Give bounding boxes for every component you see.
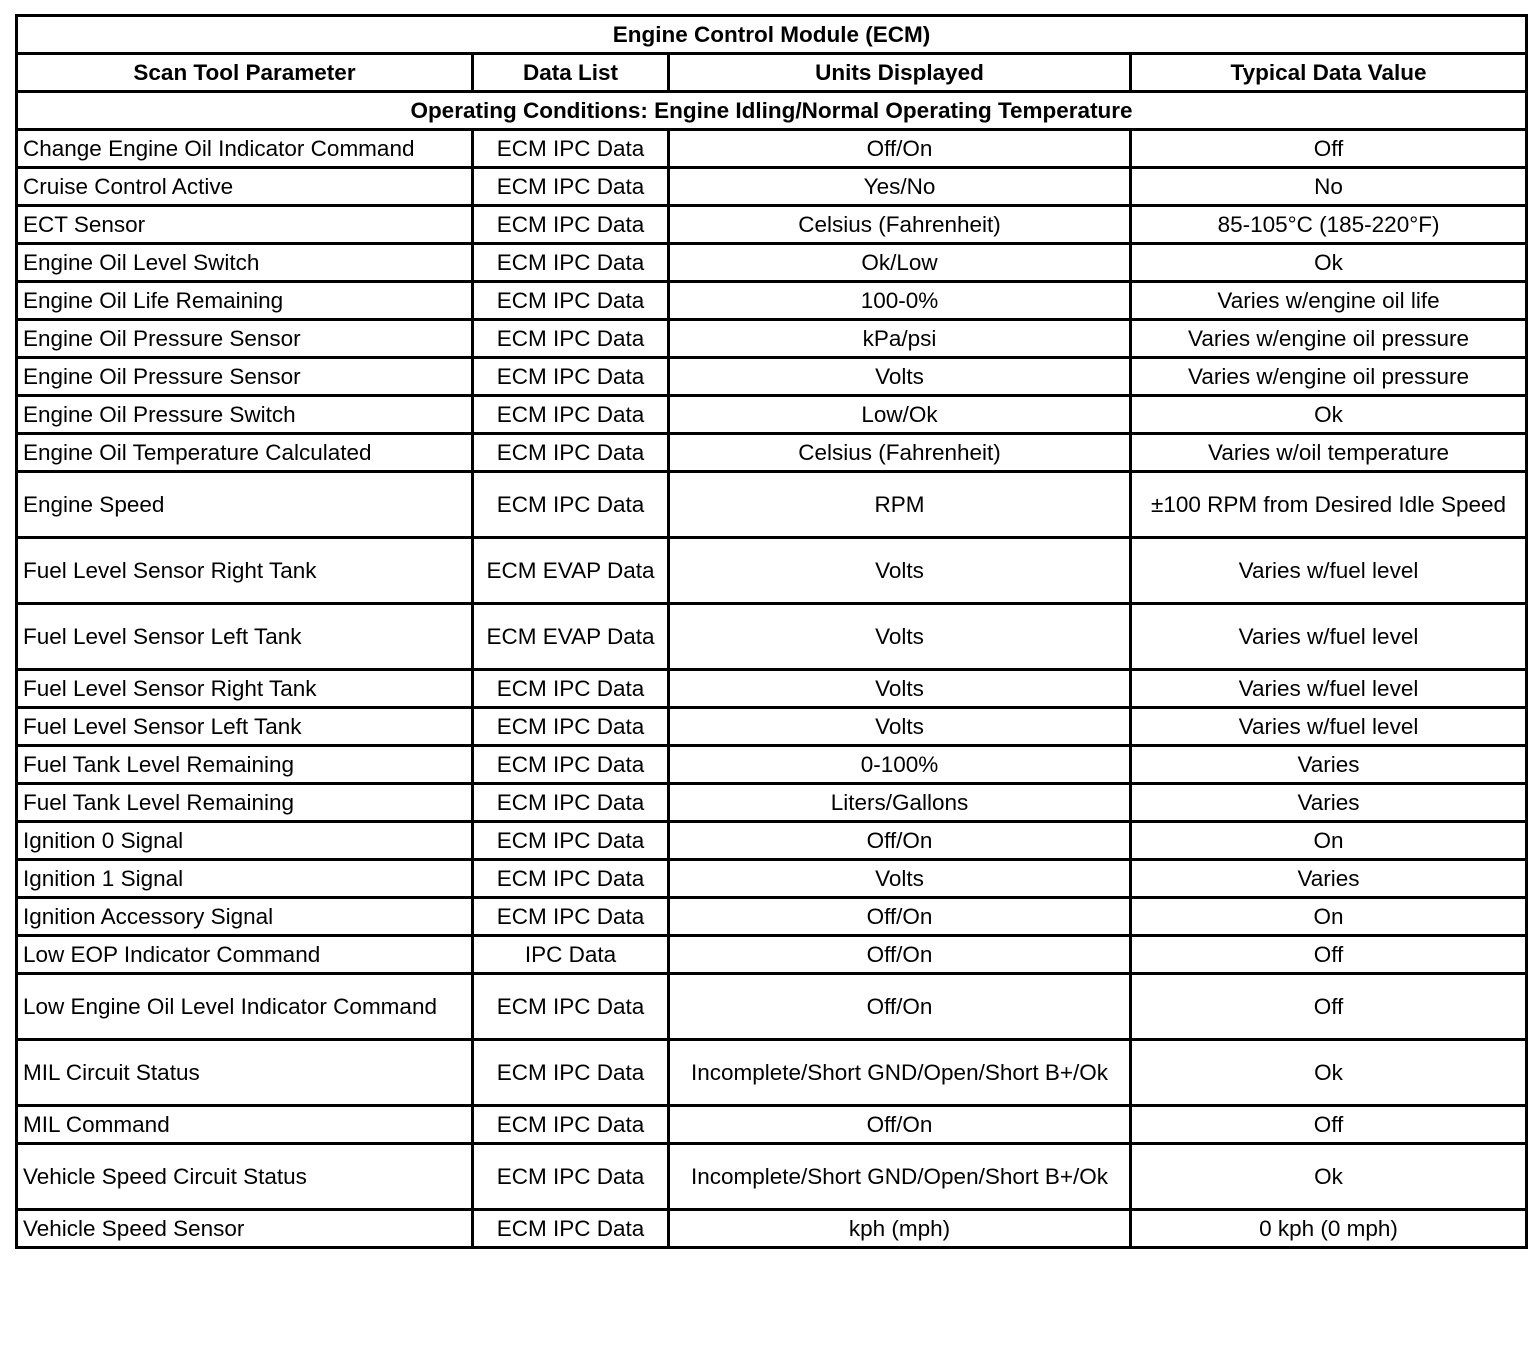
header-scan-tool-parameter: Scan Tool Parameter xyxy=(17,54,473,92)
parameter-cell: Low Engine Oil Level Indicator Command xyxy=(17,974,473,1040)
typical-value-cell: Ok xyxy=(1131,1144,1527,1210)
table-row xyxy=(17,670,1527,708)
units-cell: Volts xyxy=(669,604,1131,670)
data-list-cell: ECM IPC Data xyxy=(473,434,669,472)
parameter-cell: Fuel Level Sensor Right Tank xyxy=(17,538,473,604)
units-cell: Off/On xyxy=(669,936,1131,974)
table-row xyxy=(17,538,1527,604)
operating-conditions: Operating Conditions: Engine Idling/Normal Operating Temperature xyxy=(17,92,1527,130)
table-row xyxy=(17,472,1527,538)
header-typical-data-value: Typical Data Value xyxy=(1131,54,1527,92)
parameter-cell: Engine Oil Life Remaining xyxy=(17,282,473,320)
units-cell: Incomplete/Short GND/Open/Short B+/Ok xyxy=(669,1144,1131,1210)
typical-value-cell: Ok xyxy=(1131,396,1527,434)
typical-value-cell: Varies w/fuel level xyxy=(1131,538,1527,604)
data-list-cell: ECM IPC Data xyxy=(473,746,669,784)
title-row xyxy=(17,16,1527,54)
data-list-cell: ECM IPC Data xyxy=(473,974,669,1040)
units-cell: Off/On xyxy=(669,898,1131,936)
parameter-cell: Fuel Level Sensor Left Tank xyxy=(17,708,473,746)
header-data-list: Data List xyxy=(473,54,669,92)
table-row xyxy=(17,282,1527,320)
table-row xyxy=(17,784,1527,822)
data-list-cell: ECM EVAP Data xyxy=(473,604,669,670)
typical-value-cell: Varies w/engine oil pressure xyxy=(1131,358,1527,396)
units-cell: Volts xyxy=(669,358,1131,396)
table-row xyxy=(17,320,1527,358)
table-row xyxy=(17,708,1527,746)
data-list-cell: ECM IPC Data xyxy=(473,898,669,936)
data-list-cell: IPC Data xyxy=(473,936,669,974)
units-cell: 0-100% xyxy=(669,746,1131,784)
parameter-cell: Change Engine Oil Indicator Command xyxy=(17,130,473,168)
data-list-cell: ECM IPC Data xyxy=(473,130,669,168)
parameter-cell: Fuel Tank Level Remaining xyxy=(17,784,473,822)
typical-value-cell: Varies w/engine oil life xyxy=(1131,282,1527,320)
header-row xyxy=(17,54,1527,92)
table-row xyxy=(17,1106,1527,1144)
data-list-cell: ECM IPC Data xyxy=(473,282,669,320)
units-cell: Off/On xyxy=(669,130,1131,168)
typical-value-cell: 0 kph (0 mph) xyxy=(1131,1210,1527,1248)
data-list-cell: ECM IPC Data xyxy=(473,860,669,898)
table-row xyxy=(17,206,1527,244)
parameter-cell: Vehicle Speed Circuit Status xyxy=(17,1144,473,1210)
typical-value-cell: On xyxy=(1131,898,1527,936)
units-cell: Off/On xyxy=(669,1106,1131,1144)
typical-value-cell: No xyxy=(1131,168,1527,206)
typical-value-cell: Off xyxy=(1131,130,1527,168)
table-row xyxy=(17,358,1527,396)
units-cell: Volts xyxy=(669,860,1131,898)
units-cell: Off/On xyxy=(669,974,1131,1040)
typical-value-cell: Off xyxy=(1131,1106,1527,1144)
units-cell: 100-0% xyxy=(669,282,1131,320)
table-row xyxy=(17,396,1527,434)
typical-value-cell: Ok xyxy=(1131,244,1527,282)
table-row xyxy=(17,244,1527,282)
parameter-cell: Engine Oil Pressure Sensor xyxy=(17,320,473,358)
table-row xyxy=(17,898,1527,936)
parameter-cell: Cruise Control Active xyxy=(17,168,473,206)
typical-value-cell: Varies w/fuel level xyxy=(1131,708,1527,746)
parameter-cell: MIL Circuit Status xyxy=(17,1040,473,1106)
parameter-cell: Engine Oil Pressure Switch xyxy=(17,396,473,434)
table-row xyxy=(17,604,1527,670)
ecm-data-table xyxy=(15,14,1528,1249)
typical-value-cell: Varies w/engine oil pressure xyxy=(1131,320,1527,358)
table-row xyxy=(17,168,1527,206)
typical-value-cell: On xyxy=(1131,822,1527,860)
data-list-cell: ECM IPC Data xyxy=(473,244,669,282)
table-body xyxy=(17,130,1527,1248)
data-list-cell: ECM IPC Data xyxy=(473,670,669,708)
parameter-cell: Low EOP Indicator Command xyxy=(17,936,473,974)
units-cell: Celsius (Fahrenheit) xyxy=(669,206,1131,244)
units-cell: Volts xyxy=(669,708,1131,746)
data-list-cell: ECM IPC Data xyxy=(473,1210,669,1248)
data-list-cell: ECM IPC Data xyxy=(473,472,669,538)
units-cell: Ok/Low xyxy=(669,244,1131,282)
table-row xyxy=(17,434,1527,472)
data-list-cell: ECM IPC Data xyxy=(473,396,669,434)
data-list-cell: ECM IPC Data xyxy=(473,784,669,822)
data-list-cell: ECM IPC Data xyxy=(473,822,669,860)
data-list-cell: ECM IPC Data xyxy=(473,168,669,206)
parameter-cell: Engine Oil Temperature Calculated xyxy=(17,434,473,472)
data-list-cell: ECM IPC Data xyxy=(473,1144,669,1210)
parameter-cell: Ignition 1 Signal xyxy=(17,860,473,898)
parameter-cell: Engine Speed xyxy=(17,472,473,538)
data-list-cell: ECM IPC Data xyxy=(473,358,669,396)
units-cell: RPM xyxy=(669,472,1131,538)
units-cell: Celsius (Fahrenheit) xyxy=(669,434,1131,472)
parameter-cell: Fuel Level Sensor Left Tank xyxy=(17,604,473,670)
units-cell: kph (mph) xyxy=(669,1210,1131,1248)
header-units-displayed: Units Displayed xyxy=(669,54,1131,92)
typical-value-cell: Varies w/fuel level xyxy=(1131,670,1527,708)
units-cell: Yes/No xyxy=(669,168,1131,206)
parameter-cell: Vehicle Speed Sensor xyxy=(17,1210,473,1248)
data-list-cell: ECM IPC Data xyxy=(473,1040,669,1106)
typical-value-cell: ±100 RPM from Desired Idle Speed xyxy=(1131,472,1527,538)
typical-value-cell: 85-105°C (185-220°F) xyxy=(1131,206,1527,244)
table-row xyxy=(17,746,1527,784)
parameter-cell: Fuel Level Sensor Right Tank xyxy=(17,670,473,708)
table-row xyxy=(17,974,1527,1040)
typical-value-cell: Off xyxy=(1131,936,1527,974)
units-cell: kPa/psi xyxy=(669,320,1131,358)
typical-value-cell: Varies w/fuel level xyxy=(1131,604,1527,670)
data-list-cell: ECM IPC Data xyxy=(473,1106,669,1144)
data-list-cell: ECM IPC Data xyxy=(473,206,669,244)
units-cell: Incomplete/Short GND/Open/Short B+/Ok xyxy=(669,1040,1131,1106)
table-row xyxy=(17,1040,1527,1106)
units-cell: Liters/Gallons xyxy=(669,784,1131,822)
typical-value-cell: Varies w/oil temperature xyxy=(1131,434,1527,472)
data-list-cell: ECM IPC Data xyxy=(473,320,669,358)
typical-value-cell: Off xyxy=(1131,974,1527,1040)
table-row xyxy=(17,1210,1527,1248)
typical-value-cell: Varies xyxy=(1131,746,1527,784)
typical-value-cell: Varies xyxy=(1131,784,1527,822)
parameter-cell: Engine Oil Level Switch xyxy=(17,244,473,282)
parameter-cell: Ignition Accessory Signal xyxy=(17,898,473,936)
table-row xyxy=(17,822,1527,860)
parameter-cell: MIL Command xyxy=(17,1106,473,1144)
units-cell: Off/On xyxy=(669,822,1131,860)
table-row xyxy=(17,936,1527,974)
table-title: Engine Control Module (ECM) xyxy=(17,16,1527,54)
table-row xyxy=(17,130,1527,168)
parameter-cell: Fuel Tank Level Remaining xyxy=(17,746,473,784)
section-row xyxy=(17,92,1527,130)
table-row xyxy=(17,860,1527,898)
units-cell: Volts xyxy=(669,670,1131,708)
units-cell: Volts xyxy=(669,538,1131,604)
table-row xyxy=(17,1144,1527,1210)
typical-value-cell: Ok xyxy=(1131,1040,1527,1106)
data-list-cell: ECM IPC Data xyxy=(473,708,669,746)
data-list-cell: ECM EVAP Data xyxy=(473,538,669,604)
typical-value-cell: Varies xyxy=(1131,860,1527,898)
units-cell: Low/Ok xyxy=(669,396,1131,434)
parameter-cell: Ignition 0 Signal xyxy=(17,822,473,860)
parameter-cell: ECT Sensor xyxy=(17,206,473,244)
parameter-cell: Engine Oil Pressure Sensor xyxy=(17,358,473,396)
